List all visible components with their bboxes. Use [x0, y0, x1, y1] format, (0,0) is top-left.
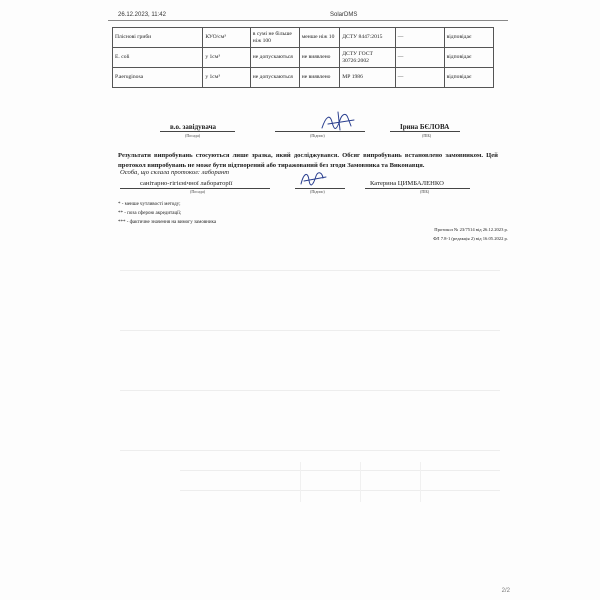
table-cell: не допускаються [250, 48, 299, 68]
caption-position: (Посада) [185, 133, 201, 138]
ghost-line [360, 462, 361, 502]
caption-name: (ПІБ) [420, 189, 430, 194]
caption-signature: (Підпис) [310, 189, 325, 194]
results-table [112, 27, 494, 88]
underline [365, 188, 470, 189]
ghost-line [120, 270, 500, 271]
ghost-line [180, 490, 500, 491]
table-cell: КУО/см³ [203, 28, 250, 48]
table-row [113, 28, 494, 48]
footnote: *** - фактичне значення на вимогу замовника [118, 220, 217, 225]
protocol-reference [433, 225, 508, 243]
ghost-line [120, 390, 500, 391]
head-name: Ірина БЄЛОВА [400, 123, 450, 131]
ghost-line [180, 470, 500, 471]
table-cell: — [395, 68, 444, 88]
ghost-line [120, 450, 500, 451]
table-cell: — [395, 48, 444, 68]
caption-signature: (Підпис) [310, 133, 325, 138]
page-number: 2/2 [501, 588, 510, 594]
table-row [113, 68, 494, 88]
table-cell: ДСТУ ГОСТ 30726:2002 [340, 48, 396, 68]
caption-position: (Посада) [190, 189, 206, 194]
ghost-line [120, 330, 500, 331]
compiler-name: Катерина ЦИМБАЛЕНКО [370, 180, 444, 187]
table-cell: відповідає [444, 48, 493, 68]
ghost-line [300, 462, 301, 502]
table-cell: — [395, 28, 444, 48]
table-cell: не виявлено [299, 68, 339, 88]
table-cell: МР 1986 [340, 68, 396, 88]
results-disclaimer: Результати випробувань стосуються лише зразка, який досліджувався. Обсяг випробувань встановлено замовником. Цей протокол випробувань не може бути відтворений або тиражований без згоди Замовника та Виконавця. [118, 152, 498, 169]
header-divider [108, 20, 508, 21]
table-cell: не виявлено [299, 48, 339, 68]
table-cell: в сумі не більше ніж 100 [250, 28, 299, 48]
footnote: ** - поза сферою акредитації; [118, 211, 182, 216]
table-cell: менше ніж 10 [299, 28, 339, 48]
table-cell: Пліснові гриби [113, 28, 203, 48]
print-datetime: 26.12.2023, 11:42 [118, 12, 166, 18]
protocol-number: Протокол № 23/7514 від 26.12.2023 р. [434, 227, 508, 232]
form-reference: ФЛ 7.8-1 (редакція 2) від 16.05.2022 р. [433, 236, 508, 241]
ghost-line [420, 462, 421, 502]
compiler-line1: Особа, що склала протокол: лаборант [120, 169, 229, 176]
head-signature-image [318, 108, 358, 136]
caption-name: (ПІБ) [422, 133, 432, 138]
underline [390, 131, 460, 132]
table-cell: P.aeruginosa [113, 68, 203, 88]
compiler-signature-image [298, 168, 328, 190]
table-cell: не допускаються [250, 68, 299, 88]
head-position: в.о. завідувача [170, 123, 217, 131]
underline [160, 131, 235, 132]
compiler-line2: санітарно-гігієнічної лабораторії [140, 180, 233, 187]
table-cell: E. coli [113, 48, 203, 68]
footnote: * - менше чутливості методу; [118, 202, 181, 207]
table-row [113, 48, 494, 68]
table-cell: у 1см³ [203, 48, 250, 68]
table-cell: ДСТУ 8447:2015 [340, 28, 396, 48]
table-cell: відповідає [444, 28, 493, 48]
footnotes [118, 200, 216, 227]
table-cell: відповідає [444, 68, 493, 88]
app-name: SolarDMS [330, 12, 358, 18]
table-cell: у 1см³ [203, 68, 250, 88]
